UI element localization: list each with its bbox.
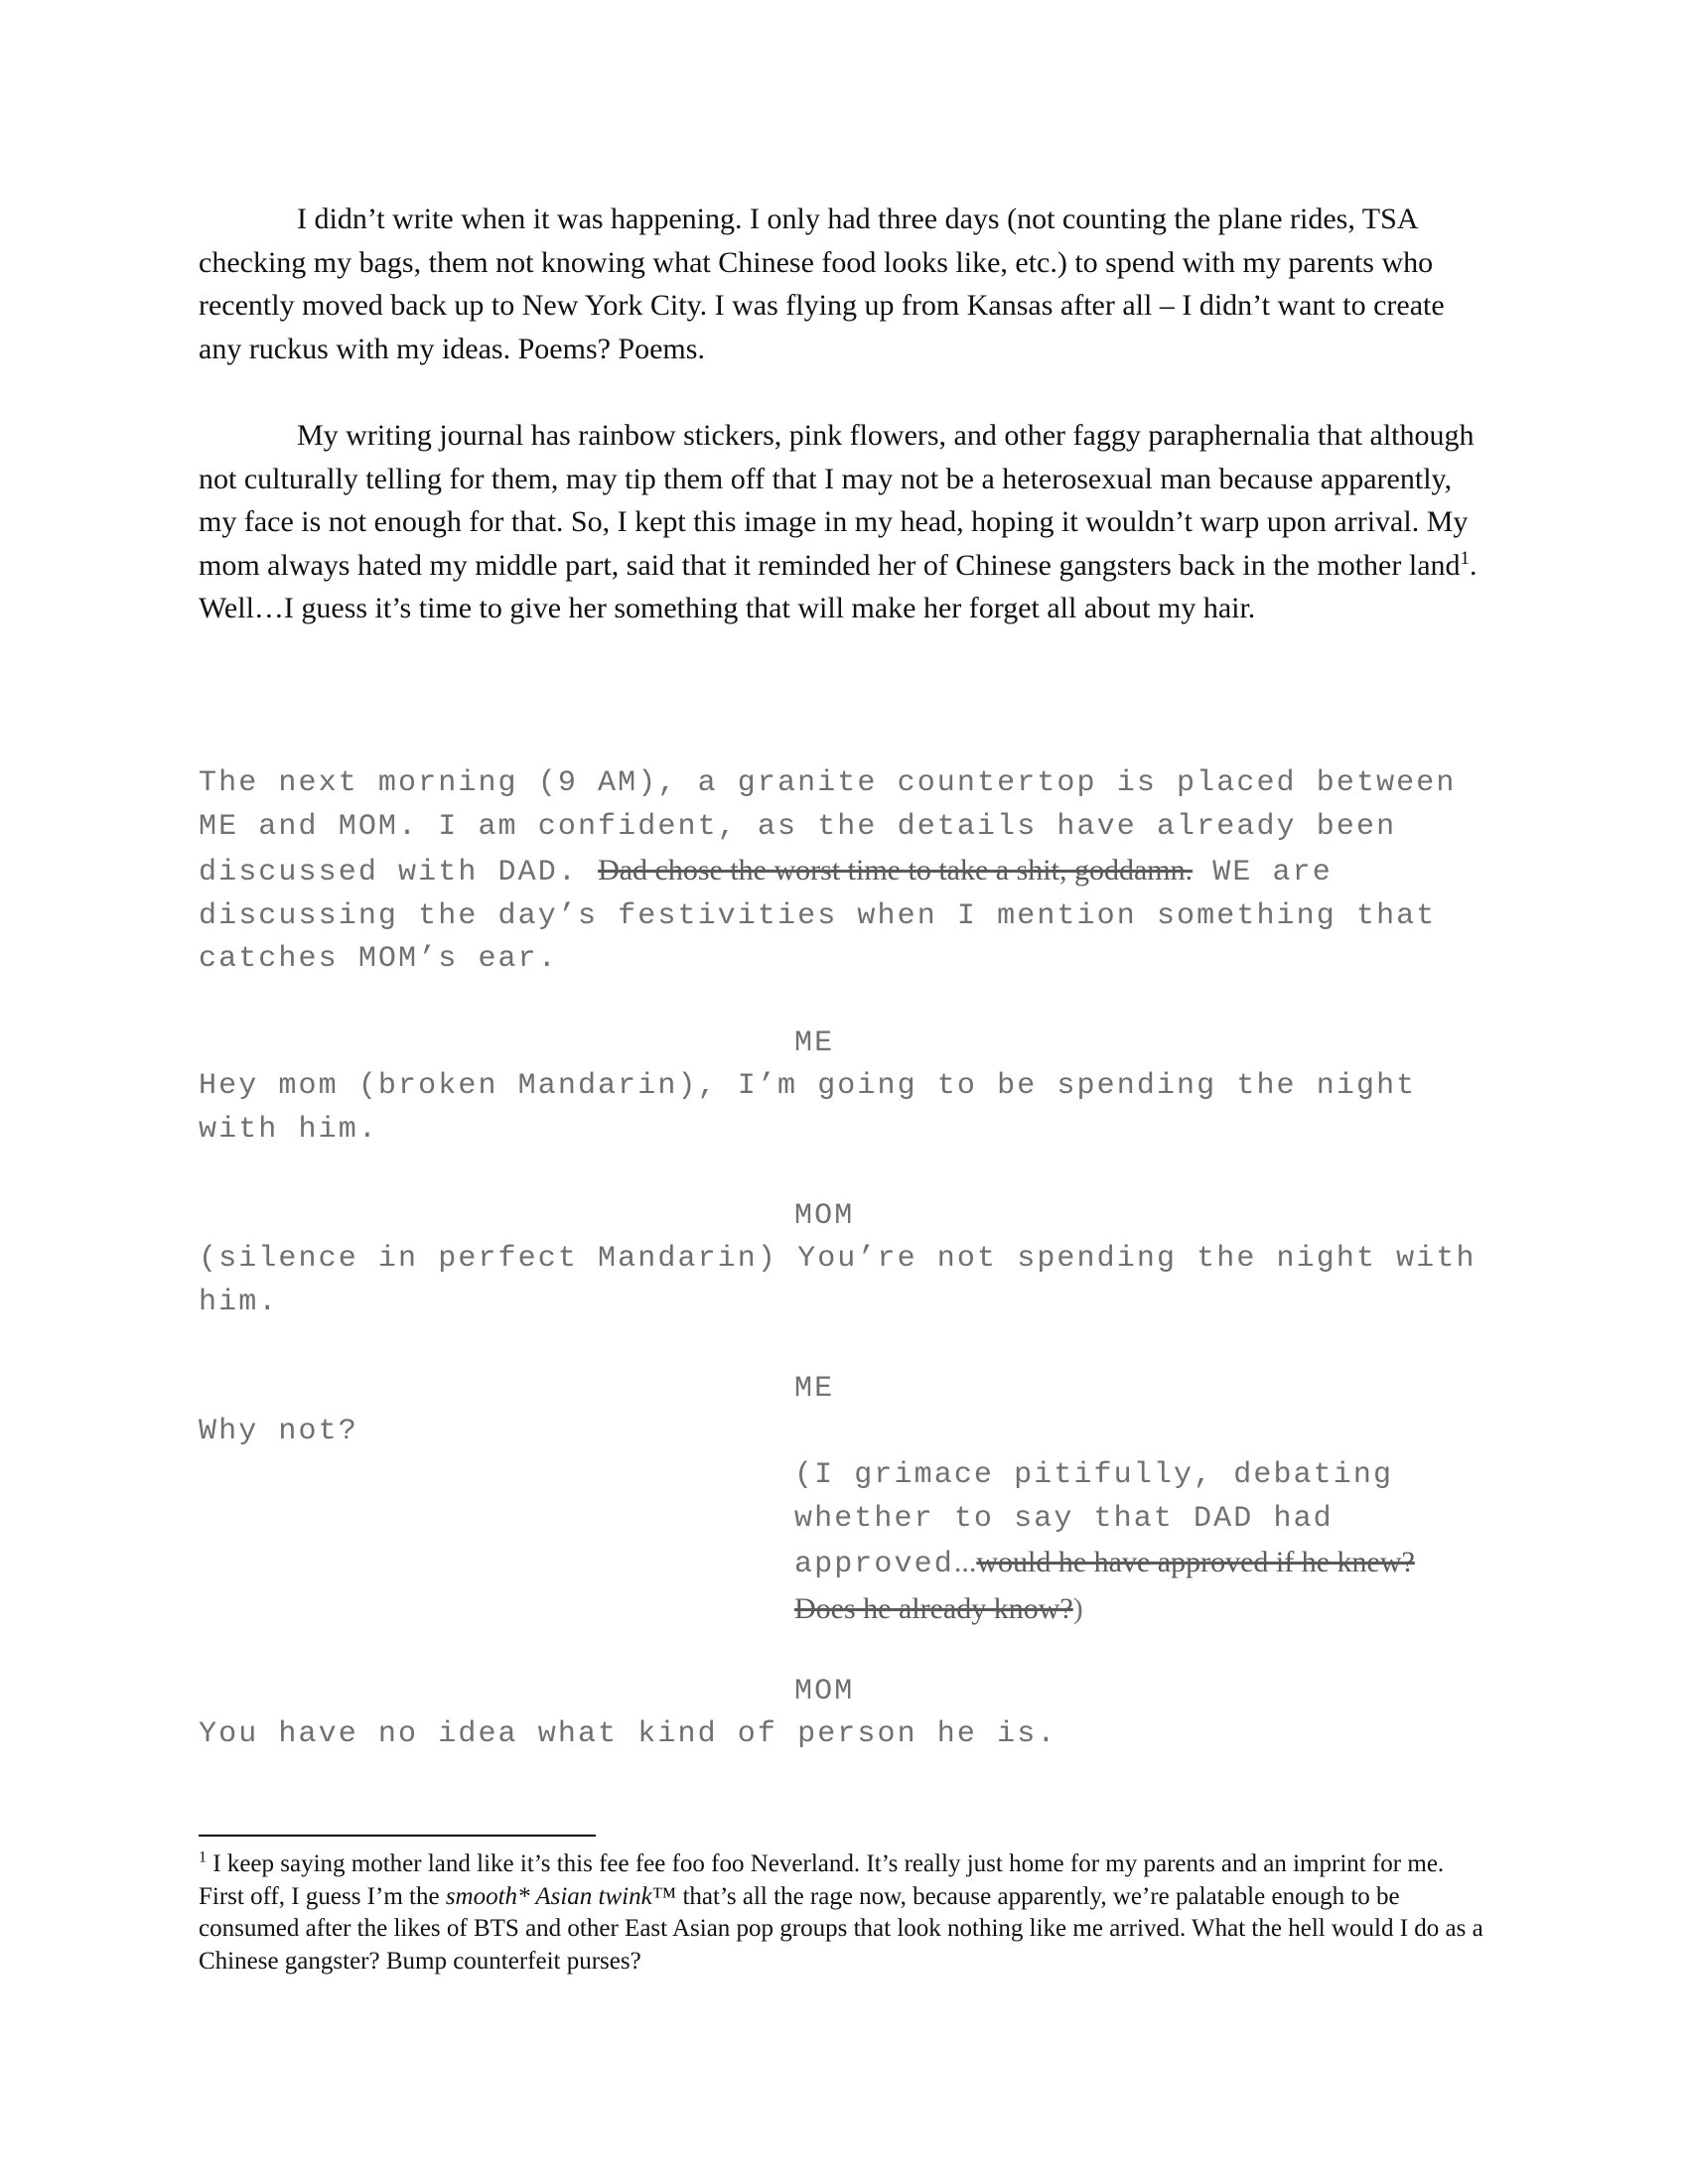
footnote-trademark: ™ <box>651 1882 677 1910</box>
dialogue-line-4: You have no idea what kind of person he is. <box>199 1717 1057 1751</box>
dialogue-line-1: Hey mom (broken Mandarin), I’m going to be spending the night with him. <box>199 1069 1417 1147</box>
footnote-text-2: that’s all the rage now, because apparently, we’re palatable enough to be consumed after the likes of BTS and other East Asian pop groups that look nothing like me arrived. What the hell would I do as a Chinese gangster? Bump counterfeit purses? <box>199 1882 1483 1975</box>
parenthetical-line-1: (I grimace pitifully, debating <box>794 1458 1394 1492</box>
footnote <box>199 1848 1489 1978</box>
prose-paragraph-1: I didn’t write when it was happening. I only had three days (not counting the plane rides, TSA checking my bags, them not knowing what Chinese food looks like, etc.) to spend with my parents who recently moved back up to New York City. I was flying up from Kansas after all – I didn’t want to create any ruckus with my ideas. Poems? Poems. <box>199 203 1445 365</box>
prose-paragraph-2 <box>199 414 1489 630</box>
character-cue-me-2: ME <box>794 1372 835 1406</box>
action-line-1: The next morning (9 AM), a granite countertop is placed between <box>199 766 1457 800</box>
prose-paragraph-2-end: . Well…I guess it’s time to give her something that will make her forget all about my hair. <box>199 548 1477 624</box>
footnote-text-1: I keep saying mother land like it’s this fee fee foo foo Neverland. It’s really just home for my parents and an imprint for me. First off, I guess I’m the <box>199 1850 1445 1910</box>
action-line-4: discussing the day’s festivities when I mention something that <box>199 898 1437 933</box>
character-cue-me-1: ME <box>794 1026 835 1060</box>
action-line-3-end: WE are <box>1193 856 1333 889</box>
parenthetical-ellipsis: ... <box>953 1546 977 1578</box>
action-line-5: catches MOM’s ear. <box>199 942 558 976</box>
character-cue-mom-1: MOM <box>794 1199 855 1233</box>
parenthetical-close: ) <box>1072 1591 1083 1625</box>
scene-action-block <box>199 762 1456 982</box>
dialogue-line-3: Why not? <box>199 1415 358 1448</box>
struck-aside: Dad chose the worst time to take a shit, goddamn. <box>598 854 1194 887</box>
parenthetical-block <box>794 1454 1415 1633</box>
parenthetical-line-2: whether to say that DAD had <box>794 1501 1334 1536</box>
struck-question-1: would he have approved if he knew? <box>976 1546 1415 1578</box>
character-cue-mom-2: MOM <box>794 1675 855 1708</box>
footnote-marker: 1 <box>199 1848 207 1866</box>
footnote-reference: 1 <box>1460 547 1471 569</box>
footnote-separator <box>199 1835 596 1837</box>
action-line-3: discussed with DAD. <box>199 856 599 889</box>
parenthetical-line-3: approved <box>794 1548 954 1581</box>
dialogue-line-2: (silence in perfect Mandarin) You’re not spending the night with him. <box>199 1242 1477 1319</box>
prose-paragraph-2-text: My writing journal has rainbow stickers, pink flowers, and other faggy paraphernalia that although not culturally telling for them, may tip them off that I may not be a heterosexual man because apparently, my face is not enough for that. So, I kept this image in my head, hoping it wouldn’t warp upon arrival. My mom always hated my middle part, said that it reminded her of Chinese gangsters back in the mother land <box>199 419 1475 582</box>
footnote-italic: smooth* Asian twink <box>445 1882 652 1910</box>
struck-question-2: Does he already know? <box>794 1591 1073 1625</box>
action-line-2: ME and MOM. I am confident, as the details have already been <box>199 809 1397 844</box>
